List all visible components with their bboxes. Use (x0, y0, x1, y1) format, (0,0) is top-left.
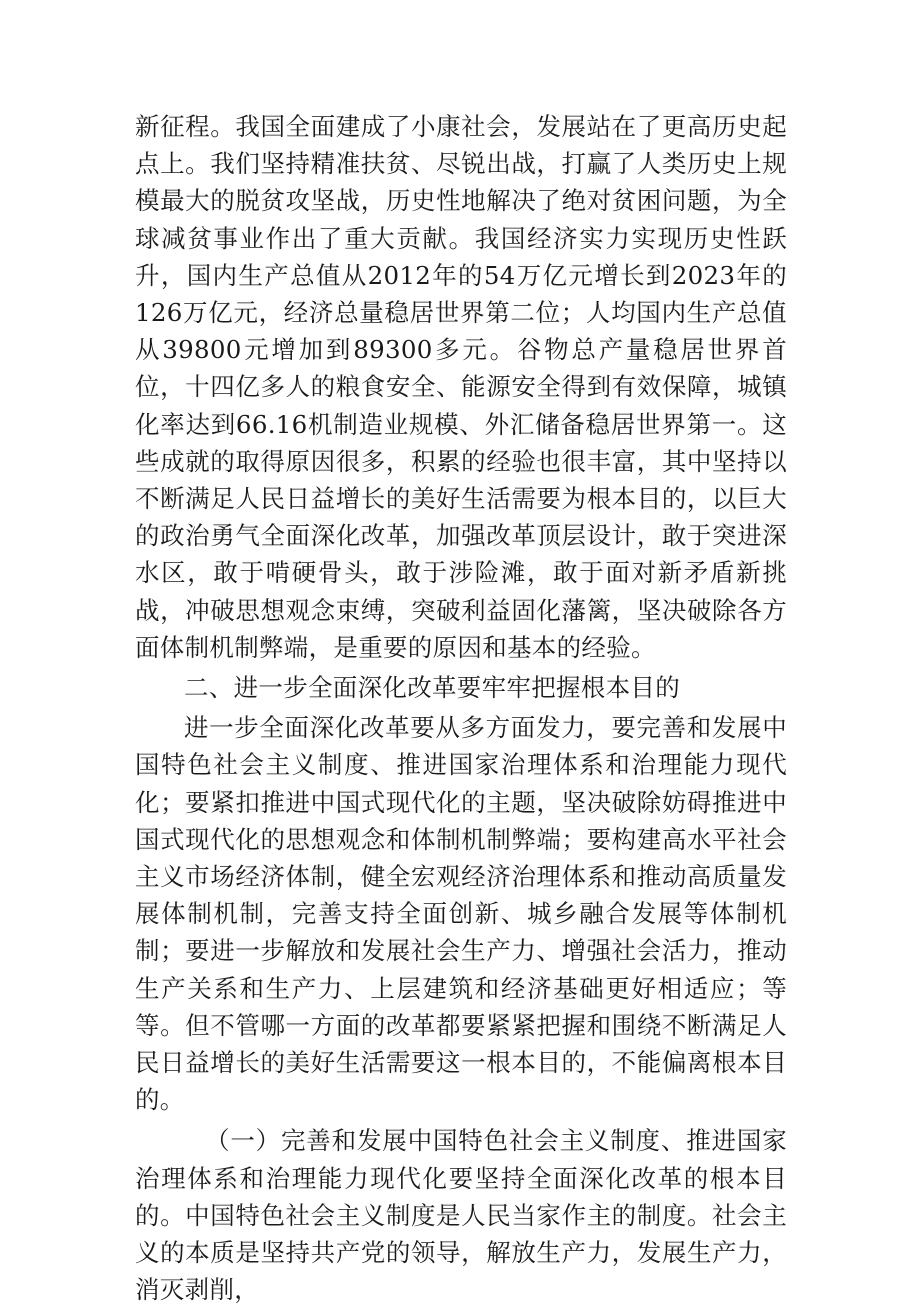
document-page (135, 108, 787, 1309)
section-heading: 二、进一步全面深化改革要牢牢把握根本目的 (184, 673, 680, 703)
body-paragraph-subsection: （一）完善和发展中国特色社会主义制度、推进国家治理体系和治理能力现代化要坚持全面深化改革的根本目的。中国特色社会主义制度是人民当家作主的制度。社会主义的本质是坚持共产党的领导，解放生产力，发展生产力，消灭剥削， (135, 1126, 787, 1305)
body-paragraph: 进一步全面深化改革要从多方面发力，要完善和发展中国特色社会主义制度、推进国家治理体系和治理能力现代化；要紧扣推进中国式现代化的主题，坚决破除妨碍推进中国式现代化的思想观念和体制机制弊端；要构建高水平社会主义市场经济体制，健全宏观经济治理体系和推动高质量发展体制机制，完善支持全面创新、城乡融合发展等体制机制；要进一步解放和发展社会生产力、增强社会活力，推动生产关系和生产力、上层建筑和经济基础更好相适应；等等。但不管哪一方面的改革都要紧紧把握和围绕不断满足人民日益增长的美好生活需要这一根本目的，不能偏离根本目的。 (135, 713, 787, 1115)
body-paragraph-continued: 新征程。我国全面建成了小康社会，发展站在了更高历史起点上。我们坚持精准扶贫、尽锐出战，打赢了人类历史上规模最大的脱贫攻坚战，历史性地解决了绝对贫困问题，为全球减贫事业作出了重大贡献。我国经济实力实现历史性跃升，国内生产总值从2012年的54万亿元增长到2023年的126万亿元，经济总量稳居世界第二位；人均国内生产总值从39800元增加到89300多元。谷物总产量稳居世界首位，十四亿多人的粮食安全、能源安全得到有效保障，城镇化率达到66.16机制造业规模、外汇储备稳居世界第一。这些成就的取得原因很多，积累的经验也很丰富，其中坚持以不断满足人民日益增长的美好生活需要为根本目的，以巨大的政治勇气全面深化改革，加强改革顶层设计，敢于突进深水区，敢于啃硬骨头，敢于涉险滩，敢于面对新矛盾新挑战，冲破思想观念束缚，突破利益固化藩篱，坚决破除各方面体制机制弊端，是重要的原因和基本的经验。 (135, 112, 787, 662)
